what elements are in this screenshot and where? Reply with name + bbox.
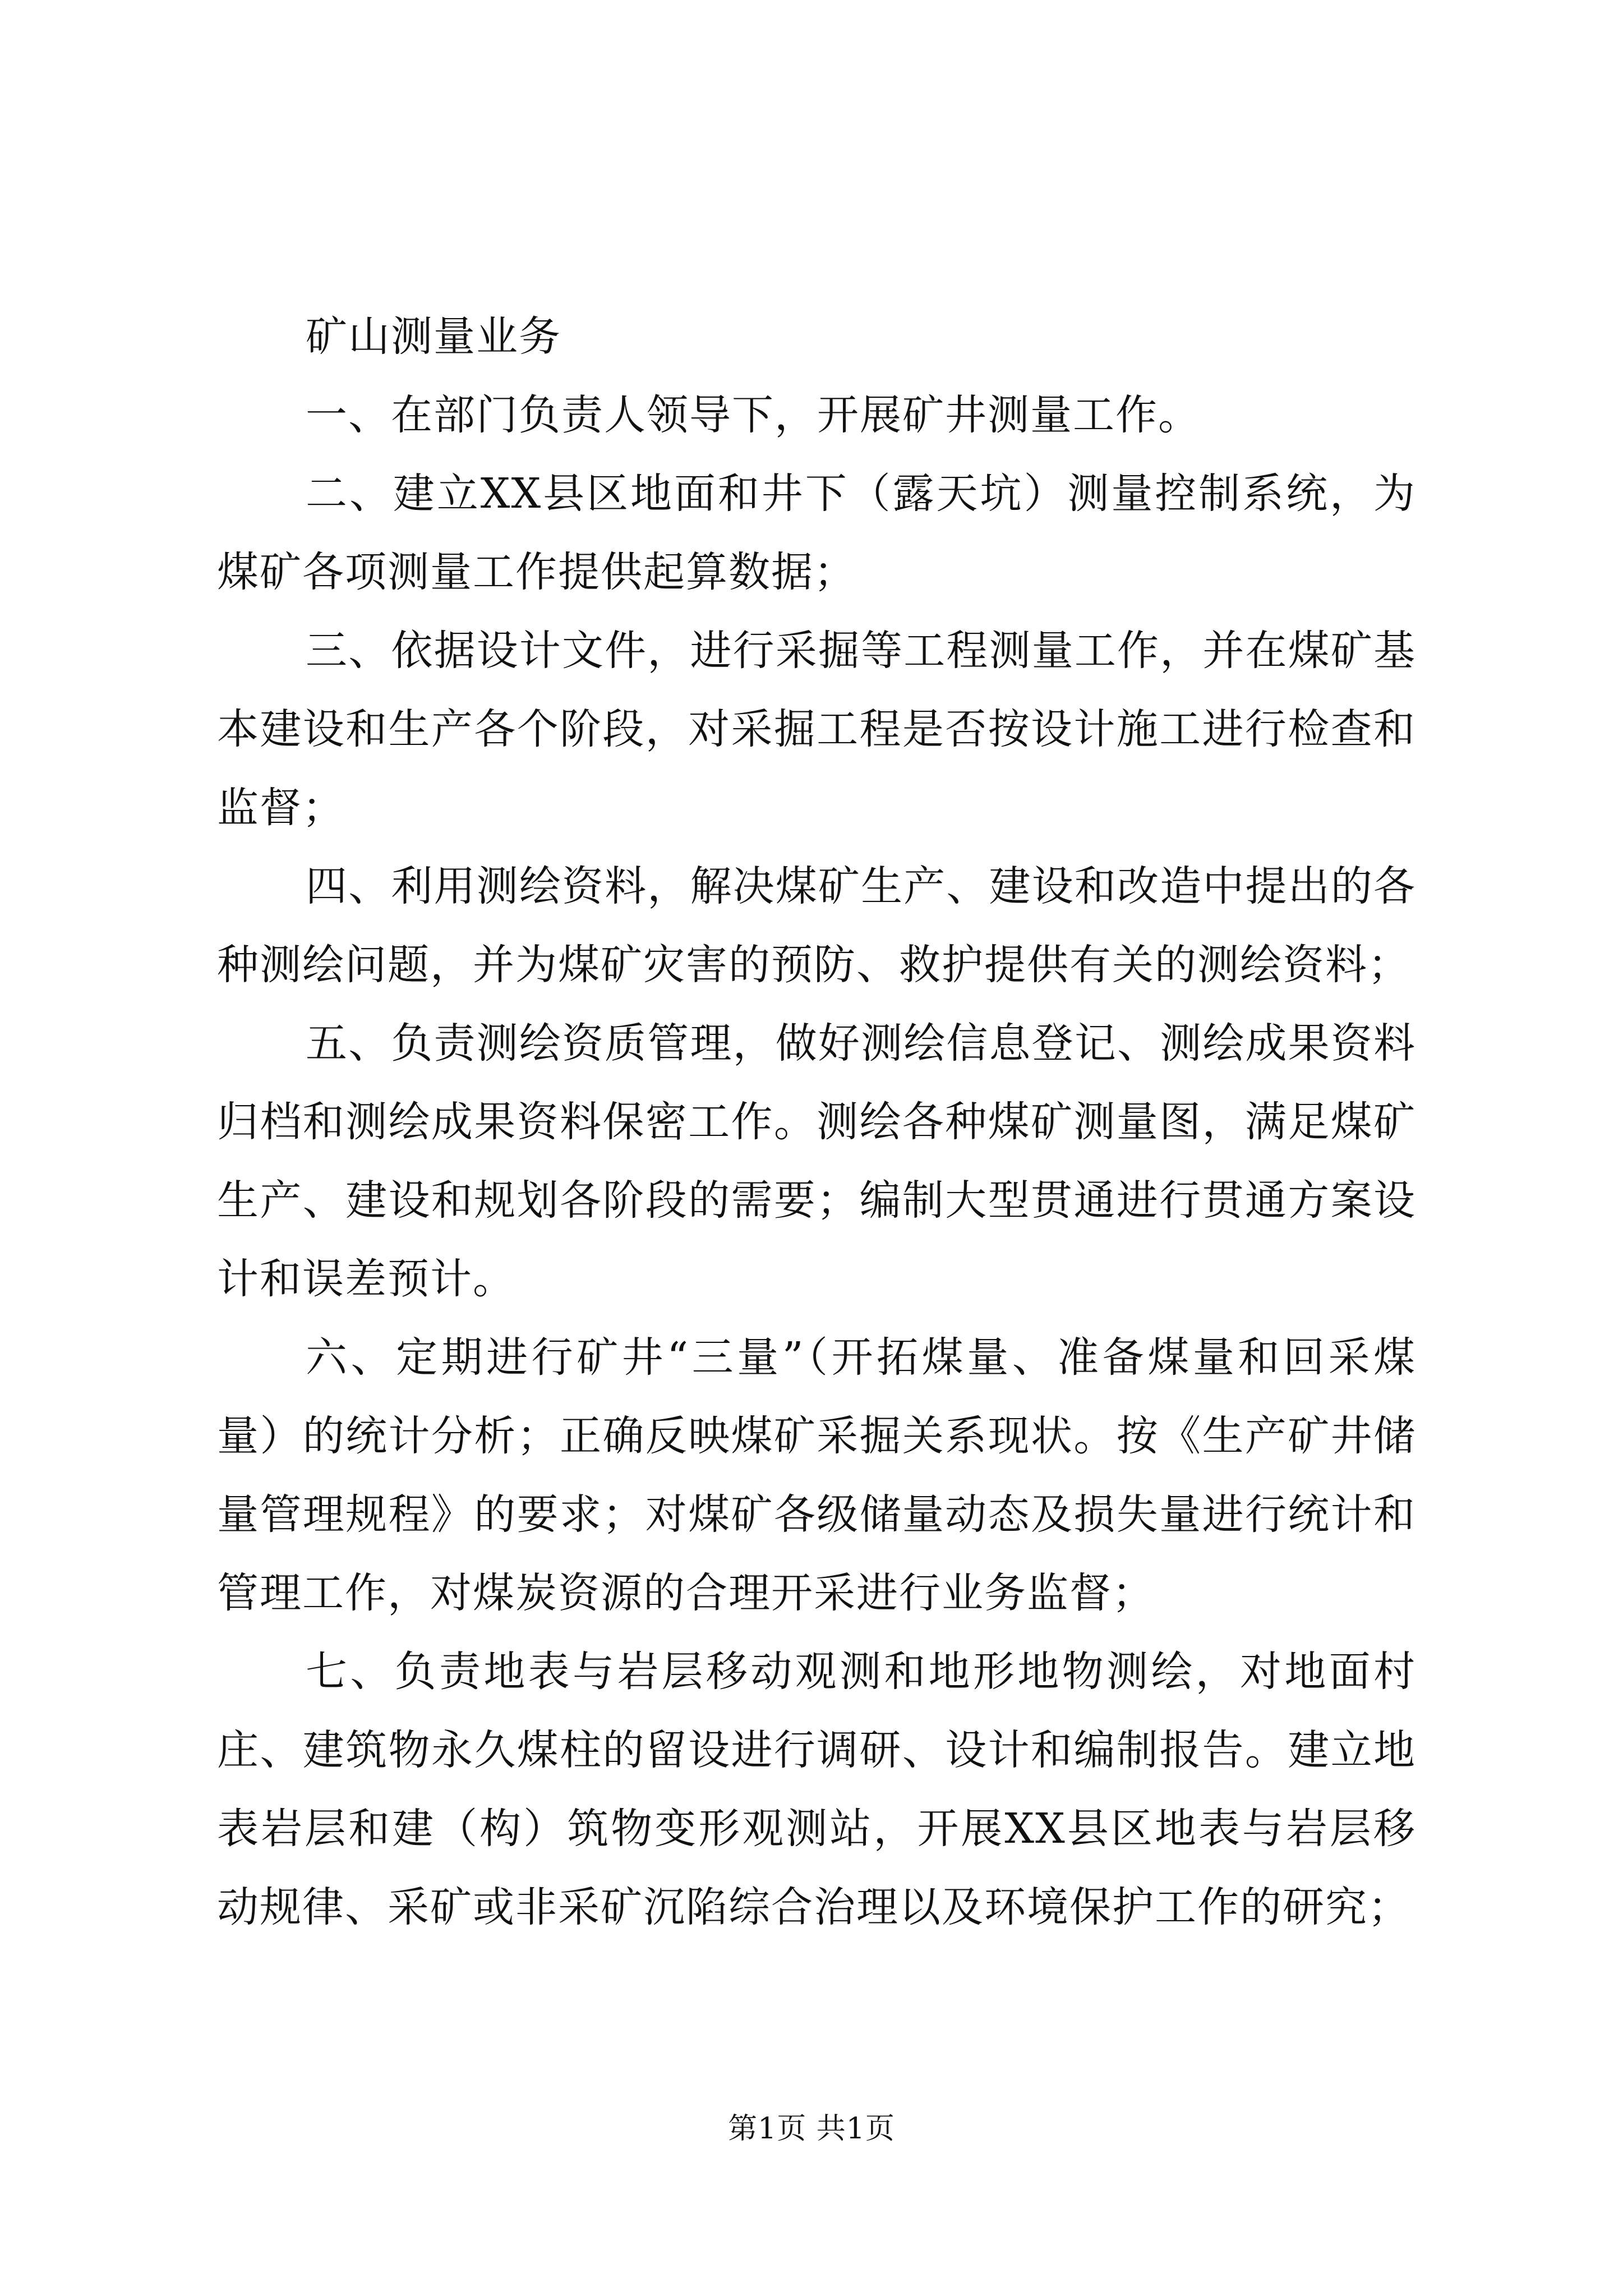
paragraph-7: 七、负责地表与岩层移动观测和地形地物测绘，对地面村庄、建筑物永久煤柱的留设进行调研、设计和编制报告。建立地表岩层和建（构）筑物变形观测站，开展XX县区地表与岩层移动规律、采矿或非采矿沉陷综合治理以及环境保护工作的研究； xyxy=(217,1648,1416,1931)
page-footer xyxy=(0,2109,1623,2148)
paragraph-5: 五、负责测绘资质管理，做好测绘信息登记、测绘成果资料归档和测绘成果资料保密工作。测绘各种煤矿测量图，满足煤矿生产、建设和规划各阶段的需要；编制大型贯通进行贯通方案设计和误差预计。 xyxy=(217,1019,1416,1303)
paragraph-3: 三、依据设计文件，进行采掘等工程测量工作，并在煤矿基本建设和生产各个阶段，对采掘工程是否按设计施工进行检查和监督； xyxy=(217,627,1416,832)
paragraph-1: 一、在部门负责人领导下，开展矿井测量工作。 xyxy=(306,391,1201,439)
paragraph-2: 二、建立XX县区地面和井下（露天坑）测量控制系统，为煤矿各项测量工作提供起算数据； xyxy=(217,470,1416,596)
paragraph-4: 四、利用测绘资料，解决煤矿生产、建设和改造中提出的各种测绘问题，并为煤矿灾害的预防、救护提供有关的测绘资料； xyxy=(217,862,1416,989)
page-number-label: 第1页 共1页 xyxy=(728,2112,895,2146)
document-body xyxy=(217,297,1416,1947)
paragraph-6: 六、定期进行矿井“三量”（开拓煤量、准备煤量和回采煤量）的统计分析；正确反映煤矿采掘关系现状。按《生产矿井储量管理规程》的要求；对煤矿各级储量动态及损失量进行统计和管理工作，对煤炭资源的合理开采进行业务监督； xyxy=(217,1333,1416,1617)
document-title: 矿山测量业务 xyxy=(306,312,561,361)
